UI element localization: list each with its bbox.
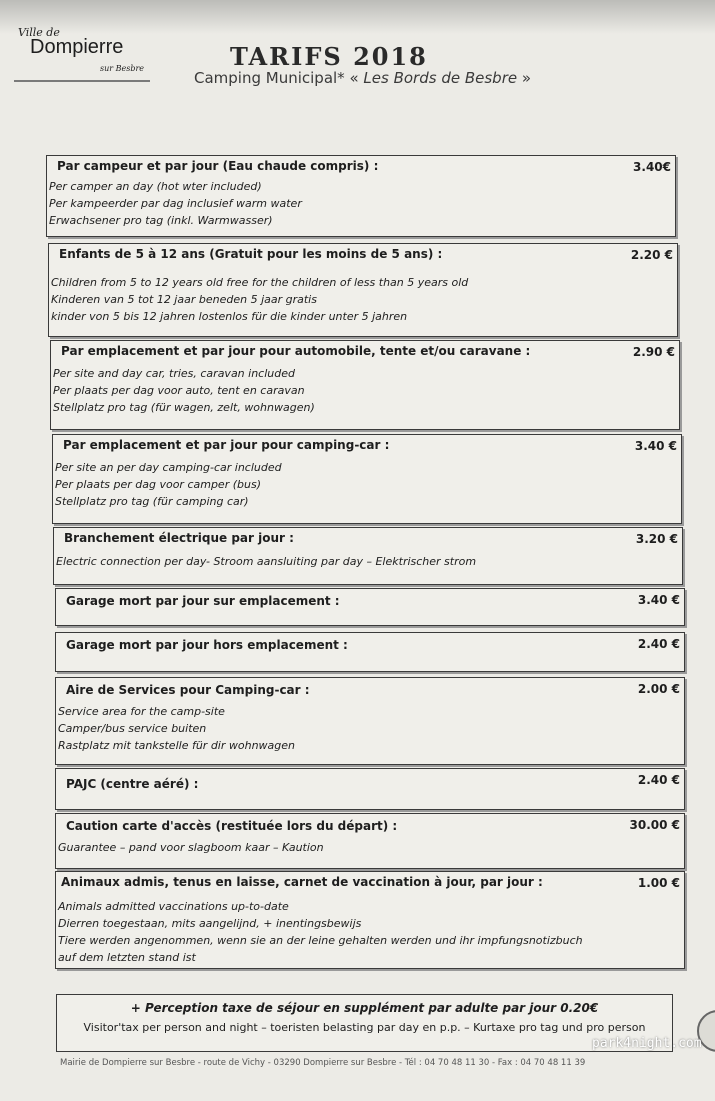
item-price: 3.20 € [635, 532, 678, 546]
item-price: 30.00 € [629, 818, 680, 832]
item-translations [55, 459, 282, 510]
subtitle-prefix: Camping Municipal* « [194, 69, 364, 87]
translation-line: Camper/bus service buiten [58, 722, 207, 735]
translation-line: Dierren toegestaan, mits aangelijnd, + inentingsbewijs [58, 917, 362, 930]
item-translations [51, 274, 468, 325]
translation-line: auf dem letzten stand ist [58, 951, 196, 964]
translation-line: Kinderen van 5 tot 12 jaar beneden 5 jaar gratis [51, 293, 317, 306]
tourist-tax-main: + Perception taxe de séjour en supplément par adulte par jour 0.20€ [130, 1001, 599, 1015]
translation-line: Per site and day car, tries, caravan included [53, 367, 295, 380]
subtitle-suffix: » [517, 69, 532, 87]
item-heading: Aire de Services pour Camping-car : [66, 683, 310, 697]
item-price: 3.40 € [637, 593, 680, 607]
translation-line: Rastplatz mit tankstelle für dir wohnwagen [58, 739, 296, 752]
translation-line: Per site an per day camping-car included [55, 461, 282, 474]
price-item [55, 632, 685, 672]
item-translations [49, 178, 302, 229]
item-heading: Garage mort par jour hors emplacement : [66, 638, 348, 652]
translation-line: Per camper an day (hot wter included) [49, 180, 262, 193]
item-price: 2.40 € [637, 773, 680, 787]
item-translations [56, 553, 476, 570]
item-price: 2.20 € [630, 248, 673, 262]
price-item [55, 813, 685, 869]
item-heading: Par emplacement et par jour pour camping-car : [63, 438, 390, 452]
tourist-tax-box [56, 994, 673, 1052]
translation-line: Stellplatz pro tag (für camping car) [55, 495, 249, 508]
item-heading: Branchement électrique par jour : [64, 531, 294, 545]
translation-line: Stellplatz pro tag (für wagen, zelt, wohnwagen) [53, 401, 315, 414]
item-price: 2.40 € [637, 637, 680, 651]
translation-line: Electric connection per day- Stroom aansluiting par day – Elektrischer strom [56, 555, 477, 568]
item-price: 3.40€ [633, 160, 671, 174]
page-title: TARIFS 2018 [230, 42, 428, 71]
translation-line: Service area for the camp-site [58, 705, 225, 718]
price-item [52, 434, 682, 524]
subtitle-name: Les Bords de Besbre [363, 69, 518, 87]
price-item [55, 768, 685, 810]
translation-line: Erwachsener pro tag (inkl. Warmwasser) [49, 214, 273, 227]
price-item [55, 871, 685, 969]
translation-line: kinder von 5 bis 12 jahren lostenlos für die kinder unter 5 jahren [51, 310, 408, 323]
translation-line: Animals admitted vaccinations up-to-date [58, 900, 289, 913]
item-heading: Garage mort par jour sur emplacement : [66, 594, 340, 608]
logo-line-1: Ville de [18, 26, 60, 39]
town-logo [14, 24, 150, 82]
translation-line: Per kampeerder par dag inclusief warm water [49, 197, 302, 210]
translation-line: Per plaats per dag voor camper (bus) [55, 478, 261, 491]
translation-line: Per plaats per dag voor auto, tent en caravan [53, 384, 305, 397]
item-price: 1.00 € [637, 876, 680, 890]
item-translations [58, 898, 583, 966]
translation-line: Tiere werden angenommen, wenn sie an der leine gehalten werden und ihr impfungsnotizbuch [58, 934, 583, 947]
price-item [53, 527, 683, 585]
price-item [46, 155, 676, 237]
page-subtitle [194, 69, 554, 87]
item-heading: Par campeur et par jour (Eau chaude compris) : [57, 159, 379, 173]
logo-line-2: Dompierre [30, 36, 124, 58]
tourist-tax-translation: Visitor'tax per person and night – toeristen belasting par day en p.p. – Kurtaxe pro tag und pro person [83, 1021, 646, 1034]
item-heading: Animaux admis, tenus en laisse, carnet de vaccination à jour, par jour : [61, 875, 543, 889]
item-translations [53, 365, 315, 416]
logo-line-3: sur Besbre [100, 64, 145, 73]
price-item [55, 588, 685, 626]
item-heading: Enfants de 5 à 12 ans (Gratuit pour les moins de 5 ans) : [59, 247, 443, 261]
translation-line: Children from 5 to 12 years old free for the children of less than 5 years old [51, 276, 469, 289]
item-price: 3.40 € [634, 439, 677, 453]
watermark: park4night.com [592, 1036, 702, 1051]
translation-line: Guarantee – pand voor slagboom kaar – Kaution [58, 841, 324, 854]
item-translations [58, 839, 324, 856]
footer-address: Mairie de Dompierre sur Besbre - route de Vichy - 03290 Dompierre sur Besbre - Tél : 04 70 48 11 30 - Fax : 04 70 48 11 39 [60, 1058, 586, 1068]
item-translations [58, 703, 295, 754]
item-heading: Caution carte d'accès (restituée lors du départ) : [66, 819, 398, 833]
price-item [48, 243, 678, 337]
item-heading: PAJC (centre aéré) : [66, 777, 199, 791]
item-price: 2.00 € [637, 682, 680, 696]
item-heading: Par emplacement et par jour pour automobile, tente et/ou caravane : [61, 344, 531, 358]
item-price: 2.90 € [632, 345, 675, 359]
price-item [55, 677, 685, 765]
price-item [50, 340, 680, 430]
